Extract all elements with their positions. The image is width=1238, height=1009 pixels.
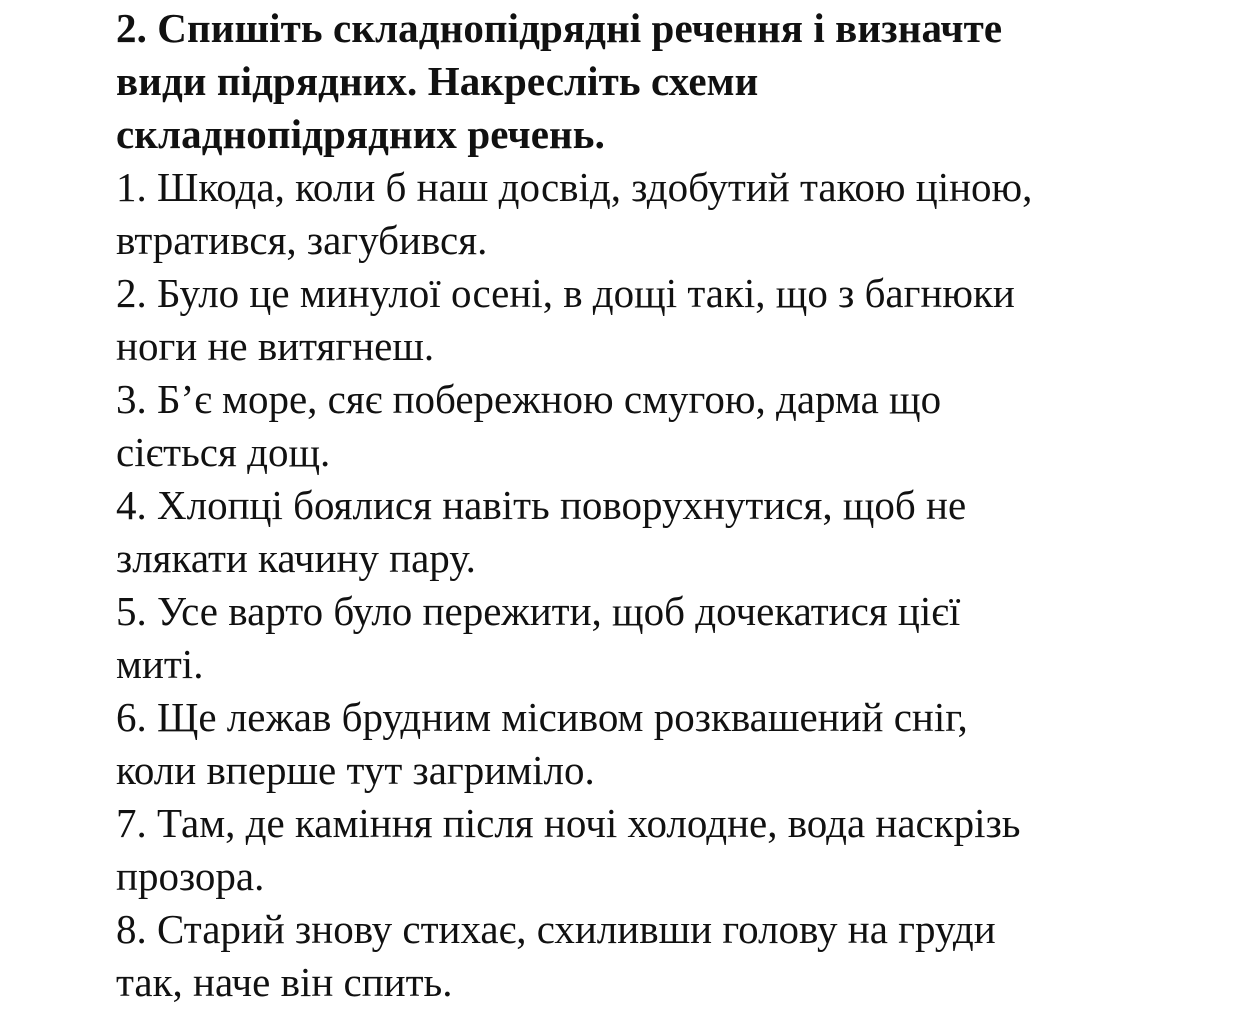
sentence-line: миті. xyxy=(116,641,204,687)
sentence-item xyxy=(116,161,1226,267)
sentence-line: 6. Ще лежав брудним місивом розквашений сніг, xyxy=(116,694,968,740)
sentence-line: втратився, загубився. xyxy=(116,217,488,263)
sentence-item xyxy=(116,479,1226,585)
sentence-item xyxy=(116,691,1226,797)
exercise-content xyxy=(116,2,1226,1009)
task-title-line: 2. Спишіть складнопідрядні речення і визначте xyxy=(116,5,1003,51)
sentence-line: ноги не витягнеш. xyxy=(116,323,435,369)
sentence-line: прозора. xyxy=(116,853,265,899)
sentence-line: 4. Хлопці боялися навіть поворухнутися, щоб не xyxy=(116,482,967,528)
task-title-line: складнопідрядних речень. xyxy=(116,111,605,157)
sentence-item xyxy=(116,373,1226,479)
sentence-line: 1. Шкода, коли б наш досвід, здобутий такою ціною, xyxy=(116,164,1033,210)
sentence-line: 5. Усе варто було пережити, щоб дочекатися цієї xyxy=(116,588,961,634)
sentence-item xyxy=(116,903,1226,1009)
sentence-line: так, наче він спить. xyxy=(116,959,453,1005)
sentence-list xyxy=(116,161,1226,1009)
sentence-item xyxy=(116,585,1226,691)
sentence-line: 3. Б’є море, сяє побережною смугою, дарма що xyxy=(116,376,942,422)
sentence-line: 8. Старий знову стихає, схиливши голову на груди xyxy=(116,906,996,952)
sentence-line: 2. Було це минулої осені, в дощі такі, що з багнюки xyxy=(116,270,1015,316)
task-title xyxy=(116,2,1226,161)
sentence-line: 7. Там, де каміння після ночі холодне, вода наскрізь xyxy=(116,800,1021,846)
sentence-item xyxy=(116,797,1226,903)
sentence-line: сіється дощ. xyxy=(116,429,331,475)
sentence-item xyxy=(116,267,1226,373)
sentence-line: коли вперше тут загриміло. xyxy=(116,747,595,793)
sentence-line: злякати качину пару. xyxy=(116,535,476,581)
task-title-line: види підрядних. Накресліть схеми xyxy=(116,58,759,104)
